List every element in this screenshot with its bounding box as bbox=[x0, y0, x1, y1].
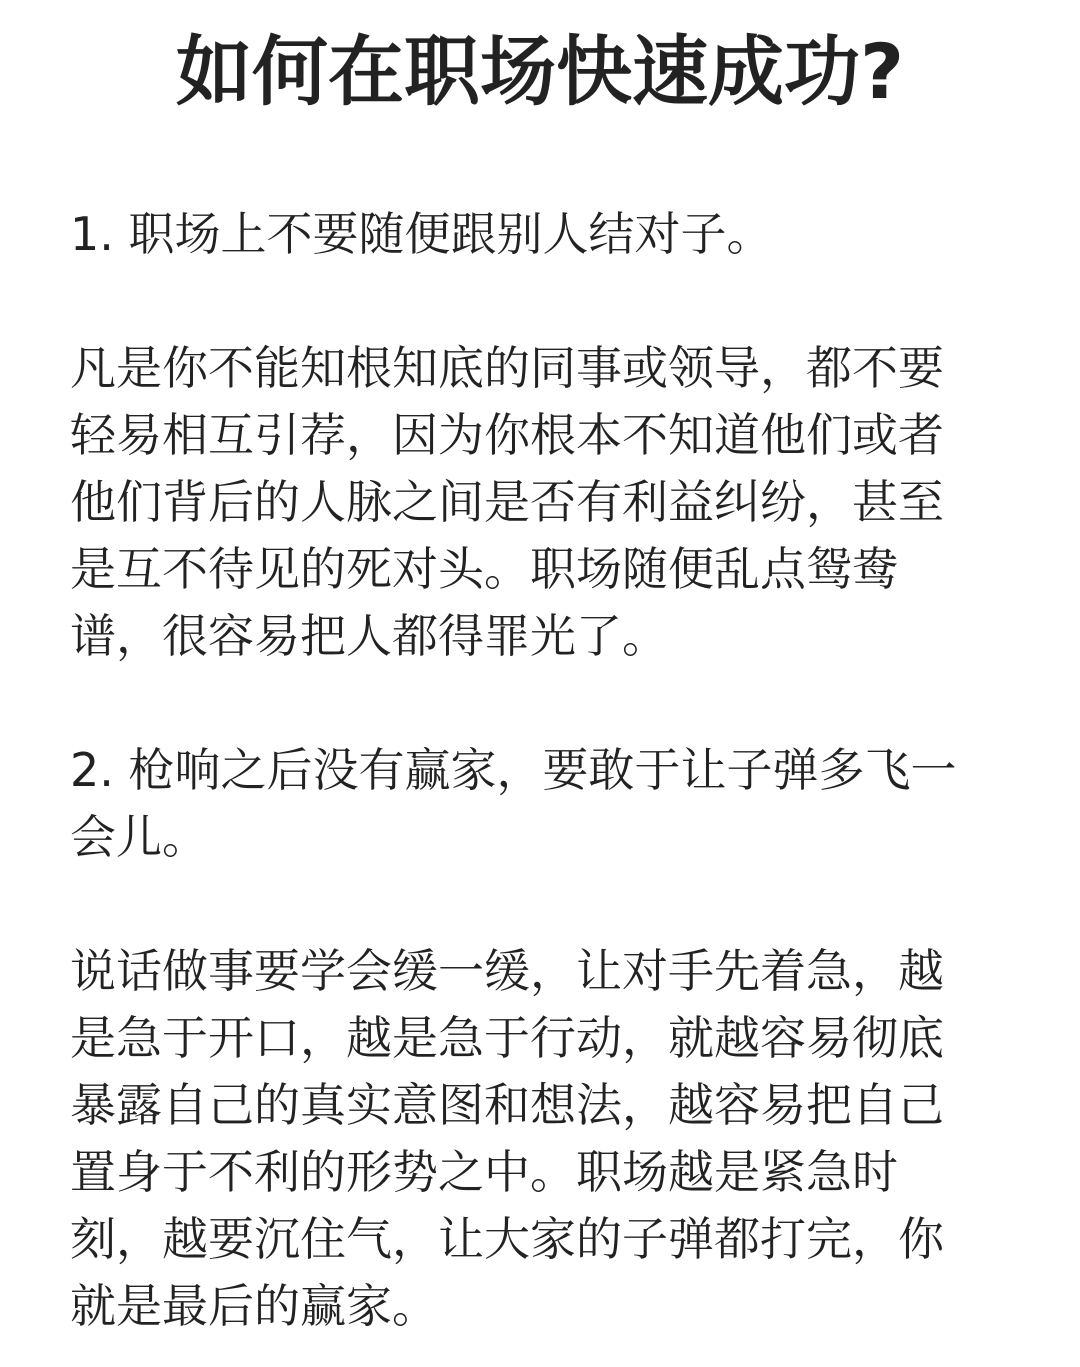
section-1-body-line: 谱，很容易把人都得罪光了。 bbox=[70, 609, 668, 663]
section-2-heading: 会儿。 bbox=[70, 810, 208, 864]
section-2-body-line: 说话做事要学会缓一缓，让对手先着急，越 bbox=[70, 944, 944, 998]
section-1-body-line: 轻易相互引荐，因为你根本不知道他们或者 bbox=[70, 408, 944, 462]
section-1-body-line: 他们背后的人脉之间是否有利益纠纷，甚至 bbox=[70, 475, 944, 529]
section-2-heading: 2. 枪响之后没有赢家，要敢于让子弹多飞一 bbox=[70, 743, 957, 797]
article-title: 如何在职场快速成功? bbox=[175, 27, 905, 116]
section-1-body-line: 是互不待见的死对头。职场随便乱点鸳鸯 bbox=[70, 542, 898, 596]
section-1-body-line: 凡是你不能知根知底的同事或领导，都不要 bbox=[70, 341, 944, 395]
section-2-body-line: 是急于开口，越是急于行动，就越容易彻底 bbox=[70, 1011, 944, 1065]
section-1-heading: 1. 职场上不要随便跟别人结对子。 bbox=[70, 207, 773, 261]
section-2-body-line: 置身于不利的形势之中。职场越是紧急时 bbox=[70, 1145, 898, 1199]
section-2-body-line: 刻，越要沉住气，让大家的子弹都打完，你 bbox=[70, 1212, 944, 1266]
section-2-body-line: 就是最后的赢家。 bbox=[70, 1279, 438, 1333]
section-2-body-line: 暴露自己的真实意图和想法，越容易把自己 bbox=[70, 1078, 944, 1132]
